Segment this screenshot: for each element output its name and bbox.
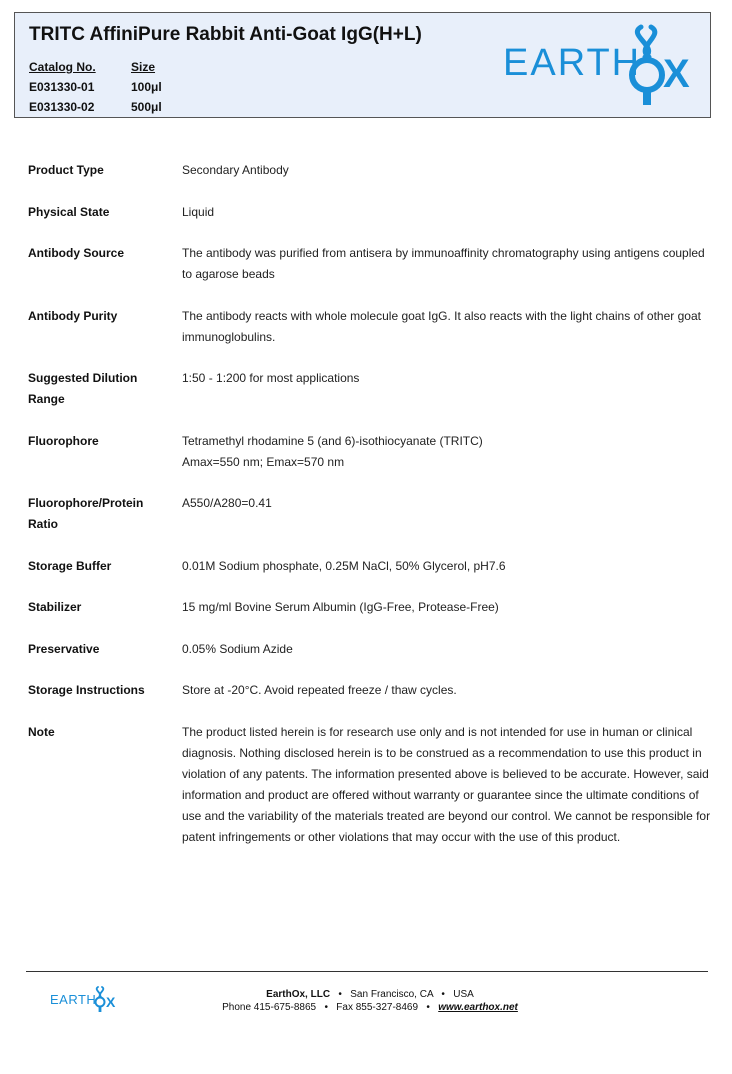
spec-label: Note xyxy=(28,725,55,739)
svg-text:X: X xyxy=(663,52,690,96)
catalog-number: E031330-02 xyxy=(29,100,95,114)
footer-address-line xyxy=(150,988,590,1001)
spec-label: Antibody Purity xyxy=(28,309,118,323)
spec-row-physical-state xyxy=(28,202,718,243)
fluorophore-name: Tetramethyl rhodamine 5 (and 6)-isothiocyanate (TRITC) xyxy=(182,434,483,448)
spec-label: Antibody Source xyxy=(28,246,125,260)
spec-row-antibody-purity xyxy=(28,306,718,368)
catalog-number: E031330-01 xyxy=(29,80,95,94)
separator: • xyxy=(324,1002,328,1013)
spec-value: 0.05% Sodium Azide xyxy=(182,642,293,656)
spec-label: Fluorophore xyxy=(28,434,99,448)
spec-value: Store at -20°C. Avoid repeated freeze / thaw cycles. xyxy=(182,683,457,697)
product-title: TRITC AffiniPure Rabbit Anti-Goat IgG(H+L) xyxy=(29,24,422,45)
footer-contact xyxy=(150,988,590,1014)
spec-value: The antibody reacts with whole molecule goat IgG. It also reacts with the light chains of other goat immunoglobulins. xyxy=(182,309,701,344)
spec-row-storage-instructions xyxy=(28,680,718,722)
spec-value: Secondary Antibody xyxy=(182,163,289,177)
spec-value: 15 mg/ml Bovine Serum Albumin (IgG-Free, Protease-Free) xyxy=(182,600,499,614)
spec-label: Suggested Dilution Range xyxy=(28,371,138,406)
earthox-logo xyxy=(503,19,703,109)
spec-row-preservative xyxy=(28,639,718,680)
spec-row-product-type xyxy=(28,160,718,202)
spec-row-fp-ratio xyxy=(28,493,718,556)
spec-value: 1:50 - 1:200 for most applications xyxy=(182,371,360,385)
product-header xyxy=(14,12,711,118)
earthox-footer-logo xyxy=(50,985,120,1013)
spec-label: Physical State xyxy=(28,205,110,219)
spec-label: Stabilizer xyxy=(28,600,82,614)
spec-label: Storage Buffer xyxy=(28,559,112,573)
spec-row-storage-buffer xyxy=(28,556,718,597)
spec-value: The product listed herein is for research use only and is not intended for use in human or clinical diagnosis. Nothing disclosed herein is to be construed as a recommendation to use this product in violation of any patents. The information presented above is believed to be accurate. However, said information and product are offered without warranty or guarantee since the ultimate conditions of use and the variability of the materials treated are beyond our control. We cannot be responsible for patent infringements or other violations that may occur with the use of this product. xyxy=(182,725,711,844)
catalog-no-header: Catalog No. xyxy=(29,60,96,74)
company-name: EarthOx, LLC xyxy=(266,989,331,1000)
svg-text:EARTH: EARTH xyxy=(50,992,97,1007)
footer-divider xyxy=(26,971,708,972)
spec-value: The antibody was purified from antisera by immunoaffinity chromatography using antigens coupled to agarose beads xyxy=(182,246,705,281)
catalog-size: 500μl xyxy=(131,100,162,114)
svg-text:EARTH: EARTH xyxy=(503,42,642,84)
fax-number: Fax 855-327-8469 xyxy=(336,1002,419,1013)
spec-value: Liquid xyxy=(182,205,215,219)
catalog-size: 100μl xyxy=(131,80,162,94)
size-header: Size xyxy=(131,60,156,74)
spec-value: 0.01M Sodium phosphate, 0.25M NaCl, 50% Glycerol, pH7.6 xyxy=(182,559,506,573)
svg-text:X: X xyxy=(106,994,116,1010)
spec-label: Storage Instructions xyxy=(28,683,145,697)
spec-row-stabilizer xyxy=(28,597,718,639)
company-country: USA xyxy=(453,989,474,1000)
spec-label: Product Type xyxy=(28,163,104,177)
company-city: San Francisco, CA xyxy=(350,989,434,1000)
separator: • xyxy=(426,1002,430,1013)
spec-label: Preservative xyxy=(28,642,100,656)
spec-row-fluorophore xyxy=(28,431,718,493)
spec-value: A550/A280=0.41 xyxy=(182,496,272,510)
separator: • xyxy=(338,989,342,1000)
phone-number: Phone 415-675-8865 xyxy=(222,1002,317,1013)
fluorophore-wavelengths: Amax=550 nm; Emax=570 nm xyxy=(182,455,345,469)
spec-row-antibody-source xyxy=(28,243,718,306)
spec-row-note xyxy=(28,722,718,848)
spec-label: Fluorophore/Protein Ratio xyxy=(28,496,144,531)
specification-list xyxy=(28,160,718,848)
footer-phone-line xyxy=(150,1001,590,1014)
spec-row-dilution xyxy=(28,368,718,431)
separator: • xyxy=(441,989,445,1000)
website-link[interactable]: www.earthox.net xyxy=(438,1002,518,1013)
spec-value xyxy=(182,431,712,473)
